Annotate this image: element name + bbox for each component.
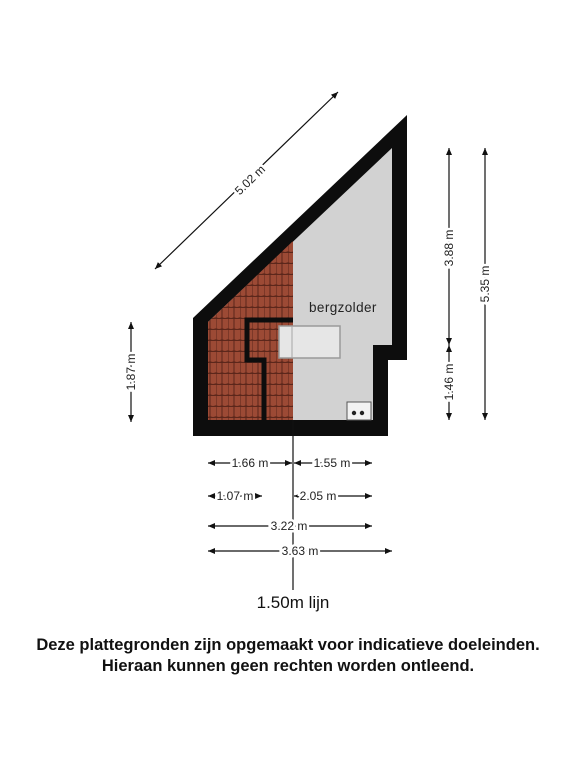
disclaimer-line-1: Deze plattegronden zijn opgemaakt voor indicatieve doeleinden. xyxy=(36,636,540,654)
dim-right-upper xyxy=(442,148,456,345)
room-bergzolder xyxy=(193,115,407,436)
reference-line-label: 1.50m lijn xyxy=(256,593,330,612)
dim-right-total-label: 5.35 m xyxy=(478,265,492,303)
dim-row2-left-label: 1.07 m xyxy=(216,489,254,503)
dim-row4-label: 3.63 m xyxy=(281,544,319,558)
dim-row4 xyxy=(208,544,392,558)
room-label: bergzolder xyxy=(309,300,377,315)
dim-row3-label: 3.22 m xyxy=(270,519,308,533)
dim-row1-left xyxy=(208,456,292,470)
dim-right-lower-label: 1.46 m xyxy=(442,363,456,401)
dim-left-height-label: 1.87 m xyxy=(124,353,138,391)
roof-window xyxy=(279,326,340,358)
dim-row3 xyxy=(208,519,372,533)
dim-diagonal-label: 5.02 m xyxy=(231,162,269,198)
appliance-icon xyxy=(347,402,371,420)
disclaimer-line-2: Hieraan kunnen geen rechten worden ontleend. xyxy=(101,657,475,675)
dim-row2-right-label: 2.05 m xyxy=(299,489,337,503)
dim-right-total xyxy=(478,148,492,420)
dim-right-lower xyxy=(442,345,456,420)
dim-row1-right xyxy=(294,456,372,470)
dim-right-upper-label: 3.88 m xyxy=(442,229,456,267)
dim-row2-left xyxy=(208,489,262,503)
dim-row1-left-label: 1.66 m xyxy=(231,456,269,470)
dim-row2-right xyxy=(294,489,372,503)
dim-row1-right-label: 1.55 m xyxy=(313,456,351,470)
dim-left-height xyxy=(124,322,138,422)
